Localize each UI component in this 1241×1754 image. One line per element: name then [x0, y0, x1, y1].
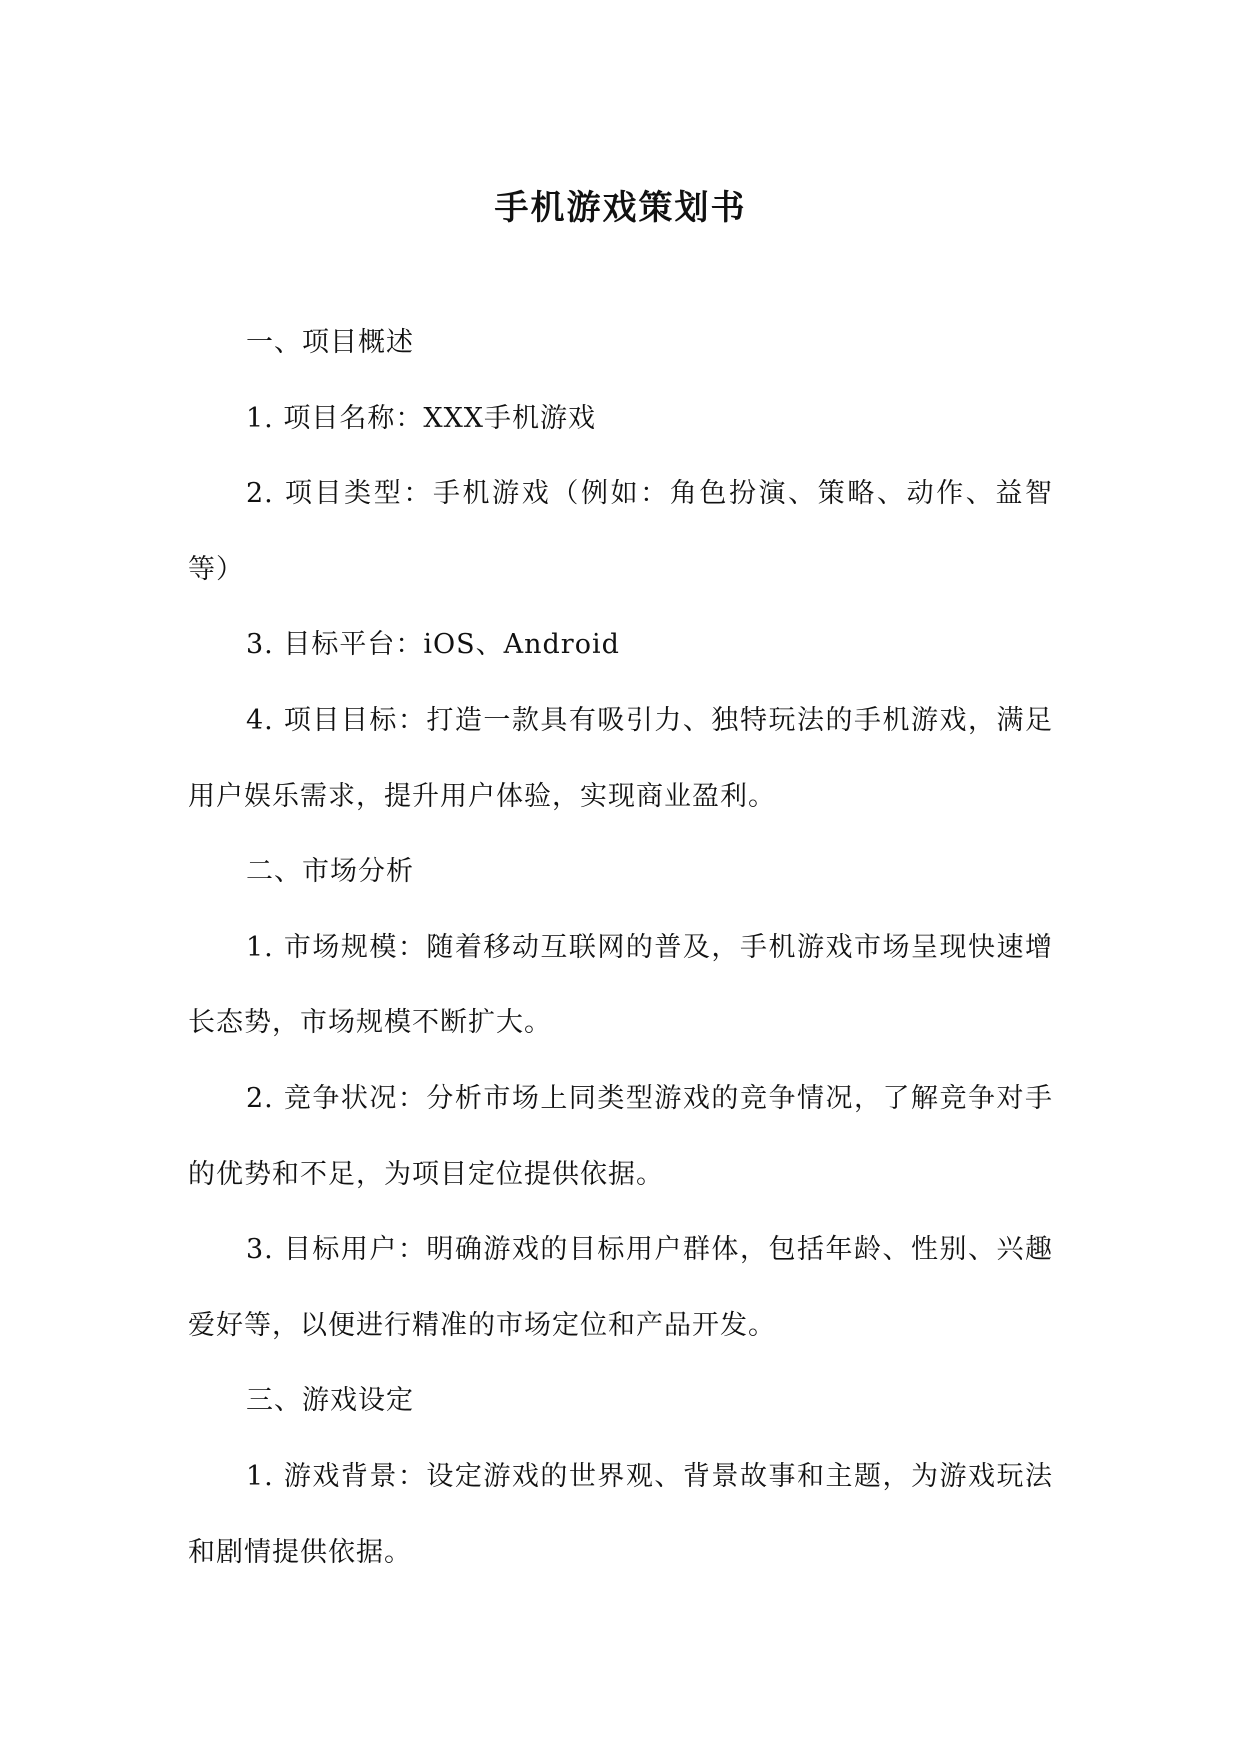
document-body [188, 305, 1053, 1590]
market-item-2: 2. 竞争状况：分析市场上同类型游戏的竞争情况，了解竞争对手的优势和不足，为项目定位提供依据。 [188, 1082, 1053, 1190]
overview-item-1: 1. 项目名称：XXX手机游戏 [246, 402, 597, 434]
market-item-1: 1. 市场规模：随着移动互联网的普及，手机游戏市场呈现快速增长态势，市场规模不断扩大。 [188, 931, 1053, 1039]
section-heading-market: 二、市场分析 [246, 856, 414, 888]
section-heading-overview: 一、项目概述 [246, 327, 414, 358]
document-title: 手机游戏策划书 [494, 188, 747, 228]
section-heading-setting: 三、游戏设定 [246, 1385, 414, 1417]
setting-item-1: 1. 游戏背景：设定游戏的世界观、背景故事和主题，为游戏玩法和剧情提供依据。 [188, 1460, 1053, 1568]
overview-item-4: 4. 项目目标：打造一款具有吸引力、独特玩法的手机游戏，满足用户娱乐需求，提升用户体验，实现商业盈利。 [188, 704, 1053, 812]
overview-item-2: 2. 项目类型：手机游戏（例如：角色扮演、策略、动作、益智等） [188, 478, 1053, 585]
market-item-3: 3. 目标用户：明确游戏的目标用户群体，包括年龄、性别、兴趣爱好等，以便进行精准的市场定位和产品开发。 [188, 1234, 1053, 1341]
overview-item-3: 3. 目标平台：iOS、Android [246, 629, 620, 661]
